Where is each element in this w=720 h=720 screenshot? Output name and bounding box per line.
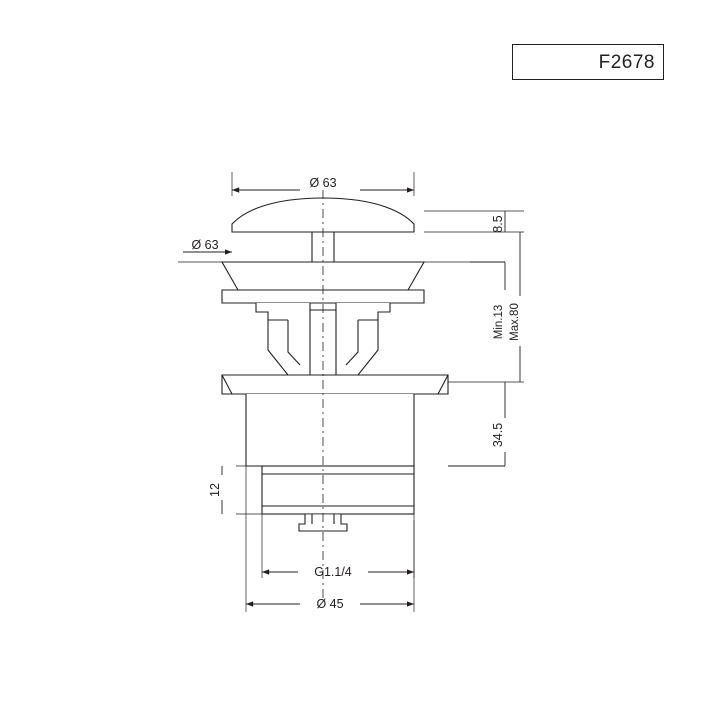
dimension-cap-height: 8.5: [491, 215, 505, 233]
dimension-thread-size: G1.1/4: [314, 565, 352, 579]
dimension-body-height: 34.5: [491, 422, 505, 448]
dimension-cap-diameter: Ø 63: [309, 176, 337, 190]
part-outline: [222, 198, 448, 531]
dimension-thread-length: 12: [208, 483, 222, 497]
part-code: F2678: [598, 52, 655, 73]
dimension-base-diameter: Ø 45: [316, 597, 344, 611]
dimension-flange-diameter: Ø 63: [191, 238, 219, 252]
dimension-max-thickness: Max.80: [509, 303, 521, 341]
dimension-min-thickness: Min.13: [493, 304, 505, 340]
